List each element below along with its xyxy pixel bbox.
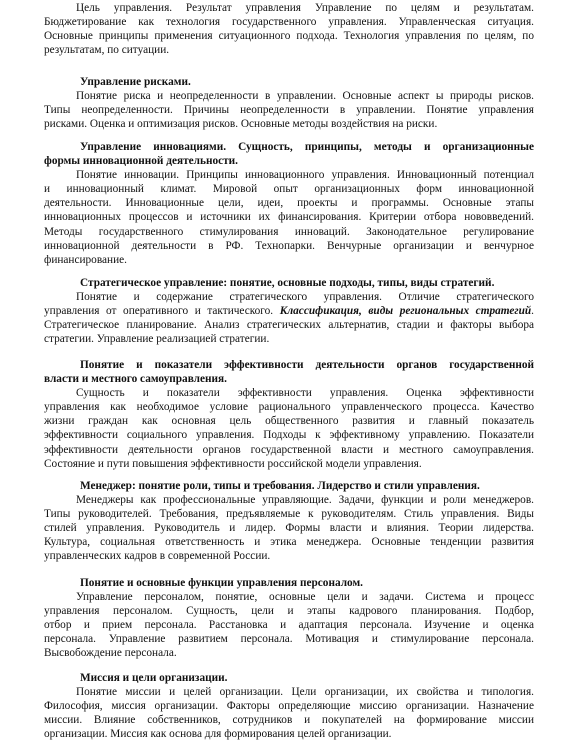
section-manager — [44, 479, 534, 564]
section-heading: Понятие и основные функции управления персоналом. — [80, 577, 364, 589]
paragraph-line: Понятие миссии и целей организации. Цели организации, их свойства и типология. — [76, 686, 534, 699]
section-heading: Понятие и показатели эффективности деятельности органов государственной — [80, 359, 534, 371]
paragraph-line: Типы неопределенности. Причины неопределенности в управлении. Понятие управления — [44, 104, 534, 117]
paragraph-line: Цель управления. Результат управления Управление по целям и результатам. — [76, 2, 534, 14]
section-goals — [44, 1, 534, 57]
paragraph-line: стратегии. Управление реализацией стратегии. — [44, 333, 270, 346]
paragraph-line: рисками. Оценка и оптимизация рисков. Основные методы воздействия на риски. — [44, 118, 438, 131]
section-heading: власти и местного самоуправления. — [44, 373, 227, 386]
paragraph-line: инновационных процессов и источники их финансирования. Критерии отбора нововведений. — [44, 211, 534, 224]
paragraph-line: управления персоналом. Сущность, цели и этапы кадрового планирования. Подбор, — [44, 605, 534, 618]
paragraph-line: Менеджеры как профессиональные управляющие. Задачи, функции и роли менеджеров. — [76, 494, 534, 507]
section-heading: Управление рисками. — [80, 76, 191, 88]
paragraph-line: Культура, социальная ответственность и этика менеджера. Основные тенденции развития — [44, 536, 534, 549]
paragraph-line: Понятие инновации. Принципы инновационного управления. Инновационный потенциал — [76, 169, 534, 182]
paragraph-line: стилей управления. Руководитель и лидер. Формы власти и влияния. Теории лидерства. — [44, 522, 534, 535]
section-heading: формы инновационной деятельности. — [44, 155, 238, 168]
section-mission — [44, 671, 534, 741]
paragraph-line: эффективности деятельности органов государственной власти и местного самоуправления. — [44, 443, 534, 456]
section-heading: Стратегическое управление: понятие, основные подходы, типы, виды стратегий. — [80, 277, 495, 289]
paragraph-line: Типы руководителей. Требования, предъявляемые к руководителям. Стиль управления. Виды — [44, 508, 534, 521]
paragraph-line: миссии. Влияние собственников, сотрудников и покупателей на формирование миссии — [44, 714, 534, 727]
paragraph-line: и инновационный климат. Мировой опыт организационных форм инновационной — [44, 183, 534, 196]
paragraph-line: Бюджетирование как технология государственного управления. Управленческая ситуация. — [44, 16, 534, 29]
section-strategy — [44, 276, 534, 346]
paragraph-line: Методы государственного стимулирования инноваций. Законодательное регулирование — [44, 225, 534, 238]
paragraph-line: финансирование. — [44, 253, 127, 266]
paragraph-line: жизни граждан как основная цель общественного развития и главный показатель — [44, 415, 534, 428]
section-efficiency — [44, 358, 534, 471]
paragraph-line: Стратегическое планирование. Анализ стратегических альтернатив, стадии и факторы выбора — [44, 319, 534, 332]
paragraph-line: Понятие и содержание стратегического управления. Отличие стратегического — [76, 291, 534, 304]
paragraph-line: Основные принципы применения ситуационного подхода. Технология управления по целям, по — [44, 30, 534, 43]
section-heading: Управление инновациями. Сущность, принципы, методы и организационные — [80, 141, 534, 153]
paragraph-line: персонала. Управление развитием персонала. Мотивация и стимулирование персонала. — [44, 633, 534, 646]
paragraph-line: деятельности. Инновационные цели, идеи, проекты и программы. Основные этапы — [44, 197, 534, 210]
section-innovation — [44, 140, 534, 267]
paragraph-line: Сущность и показатели эффективности управления. Оценка эффективности — [76, 387, 534, 400]
paragraph-line: отбор и прием персонала. Расстановка и адаптация персонала. Изучение и оценка — [44, 619, 534, 632]
section-heading: Миссия и цели организации. — [80, 672, 228, 684]
paragraph-text: . — [531, 305, 534, 318]
paragraph-text: управления от оперативного и тактического. — [44, 305, 280, 318]
paragraph-line: Состояние и пути повышения эффективности российской модели управления. — [44, 457, 422, 470]
paragraph-line: управления как необходимое условие рационального управленческого процесса. Качество — [44, 401, 534, 414]
paragraph-line: эффективности социального управления. Подходы к эффективному управлению. Показатели — [44, 429, 534, 442]
section-personnel — [44, 576, 534, 661]
paragraph-line: инновационной деятельности в РФ. Технопарки. Венчурные организации и венчурное — [44, 239, 534, 252]
emphasis-text: Классификация, виды региональных стратегий — [279, 305, 532, 318]
paragraph-line: Философия, миссия организации. Факторы определяющие миссию организации. Назначение — [44, 700, 534, 713]
paragraph-line: организации. Миссия как основа для формирования целей организации. — [44, 728, 392, 741]
section-risk — [44, 75, 534, 131]
paragraph-line — [44, 304, 534, 318]
section-heading: Менеджер: понятие роли, типы и требования. Лидерство и стили управления. — [80, 480, 480, 492]
paragraph-line: Управление персоналом, понятие, основные цели и задачи. Система и процесс — [76, 591, 534, 604]
paragraph-line: Понятие риска и неопределенности в управлении. Основные аспект ы природы рисков. — [76, 90, 534, 103]
paragraph-line: Высвобождение персонала. — [44, 647, 177, 660]
paragraph-line: управленческих кадров в современной России. — [44, 550, 271, 563]
paragraph-line: результатам, по ситуации. — [44, 44, 170, 57]
